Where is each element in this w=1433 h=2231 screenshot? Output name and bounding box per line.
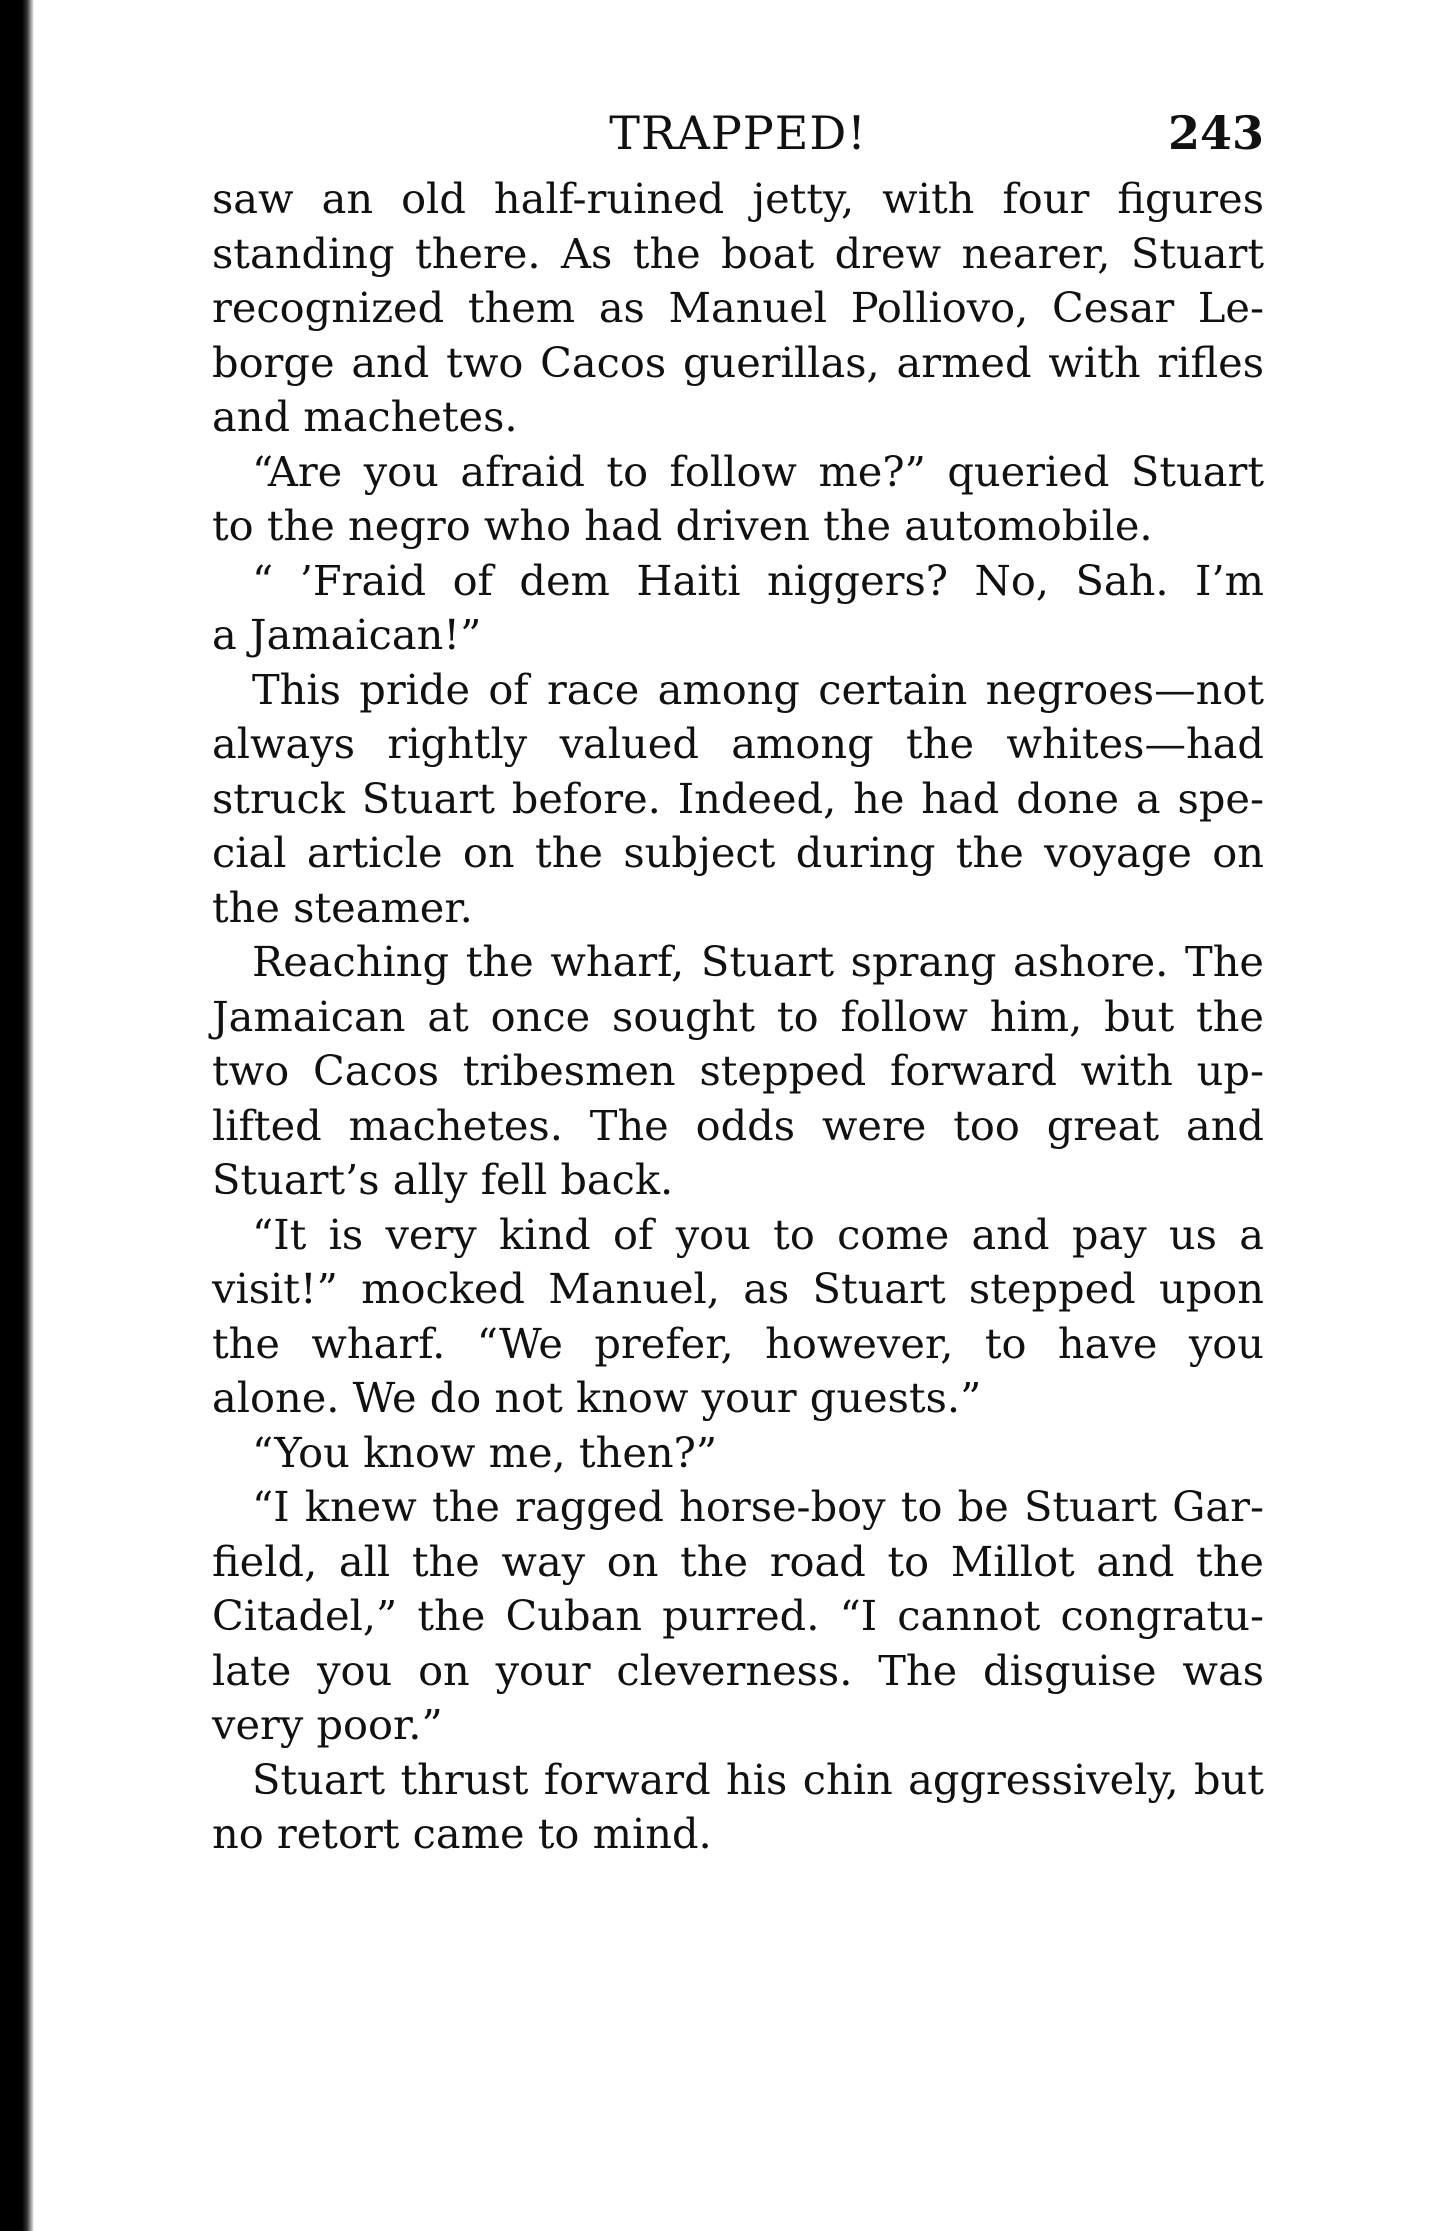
book-spine-shadow xyxy=(0,0,34,2231)
text-line: borge and two Cacos guerillas, armed with rifles xyxy=(212,337,1264,387)
page-header xyxy=(212,100,1264,172)
text-line: and machetes. xyxy=(212,392,518,441)
paragraph xyxy=(212,1753,1264,1862)
text-line: Reaching the wharf, Stuart sprang ashore. The xyxy=(252,937,1264,986)
text-line: late you on your cleverness. The disguise was xyxy=(212,1645,1264,1695)
paragraph xyxy=(212,1208,1264,1426)
text-line: a Jamaican!” xyxy=(212,610,482,659)
text-line: field, all the way on the road to Millot and the xyxy=(212,1536,1264,1586)
book-page xyxy=(212,100,1264,1862)
text-line: cial article on the subject during the voyage on xyxy=(212,828,1264,877)
text-line: “ ’Fraid of dem Haiti niggers? No, Sah. I’m xyxy=(252,555,1264,605)
paragraph xyxy=(212,445,1264,554)
text-line: standing there. As the boat drew nearer, Stuart xyxy=(212,228,1264,278)
page-number: 243 xyxy=(1167,106,1264,160)
text-line: Stuart thrust forward his chin aggressively, but xyxy=(252,1754,1264,1804)
paragraph xyxy=(212,935,1264,1208)
paragraph xyxy=(212,1426,1264,1481)
text-line: “It is very kind of you to come and pay us a xyxy=(252,1209,1264,1259)
text-line: struck Stuart before. Indeed, he had done a spe- xyxy=(212,773,1264,823)
text-line: two Cacos tribesmen stepped forward with up- xyxy=(212,1046,1264,1095)
text-line: to the negro who had driven the automobile. xyxy=(212,501,1153,550)
paragraph xyxy=(212,663,1264,936)
text-line: visit!” mocked Manuel, as Stuart stepped upon xyxy=(212,1264,1264,1313)
paragraph xyxy=(212,554,1264,663)
text-line: Stuart’s ally fell back. xyxy=(212,1155,674,1204)
text-line: “Are you afraid to follow me?” queried Stuart xyxy=(252,446,1264,496)
text-line: “You know me, then?” xyxy=(252,1427,718,1477)
text-line: “I knew the ragged horse-boy to be Stuart Gar- xyxy=(252,1482,1264,1531)
text-line: recognized them as Manuel Polliovo, Cesar Le- xyxy=(212,283,1264,332)
running-title: TRAPPED! xyxy=(609,106,867,160)
text-line: very poor.” xyxy=(212,1700,443,1749)
paragraph xyxy=(212,172,1264,445)
text-line: the steamer. xyxy=(212,882,473,932)
text-line: always rightly valued among the whites—had xyxy=(212,719,1264,768)
text-line: lifted machetes. The odds were too great and xyxy=(212,1100,1264,1150)
text-line: Citadel,” the Cuban purred. “I cannot congratu- xyxy=(212,1591,1264,1640)
paragraph xyxy=(212,1480,1264,1753)
text-line: alone. We do not know your guests.” xyxy=(212,1373,982,1422)
text-line: the wharf. “We prefer, however, to have you xyxy=(212,1318,1264,1368)
text-line: no retort came to mind. xyxy=(212,1809,712,1858)
text-line: Jamaican at once sought to follow him, but the xyxy=(212,991,1264,1041)
text-line: This pride of race among certain negroes—not xyxy=(252,664,1264,714)
body-text xyxy=(212,172,1264,1862)
text-line: saw an old half-ruined jetty, with four figures xyxy=(212,174,1264,223)
